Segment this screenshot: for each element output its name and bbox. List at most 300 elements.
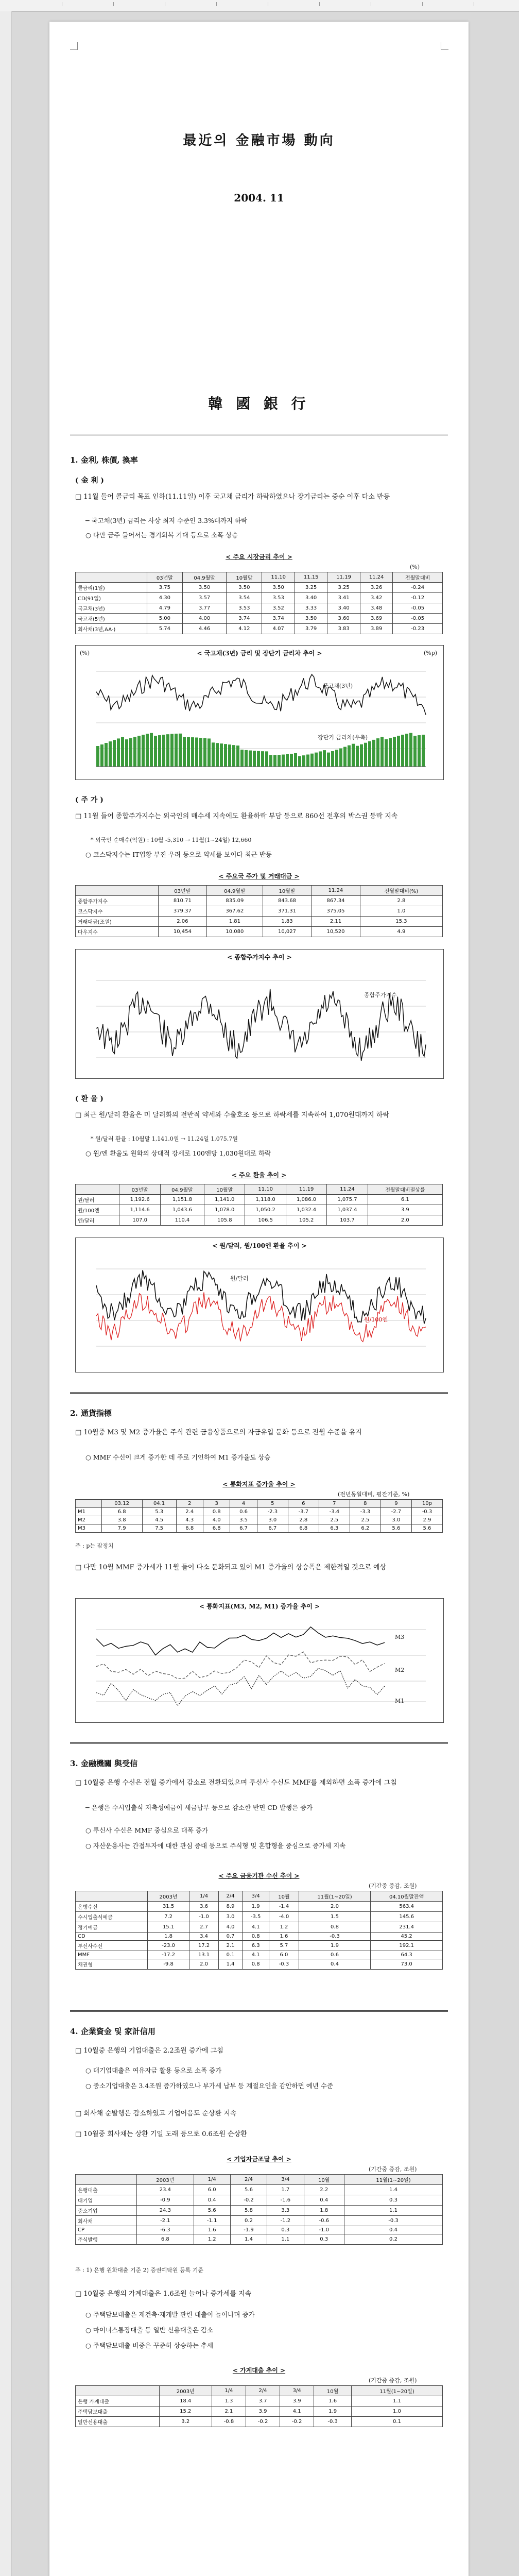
table-cell: 0.2 [230,2216,267,2226]
section-heading: 1. 金利, 株價, 換率 [70,455,138,465]
table-cell: 6.0 [269,1951,299,1959]
chart-bar [298,756,301,767]
table-cell: 3.74 [262,614,295,624]
table-cell: 10,454 [158,927,207,937]
table-cell: 1.8 [304,2206,344,2216]
paragraph: ○ 다만 금주 들어서는 경기회복 기대 등으로 소폭 상승 [85,531,238,539]
paragraph: □ 10월중 은행의 가계대출은 1.6조원 늘어나 증가세를 지속 [75,2290,252,2298]
table-cell: 2.7 [189,1922,218,1933]
chart-bar [240,750,244,767]
row-label: M2 [76,1516,102,1524]
table-cell: 1,043.6 [160,1205,204,1215]
table-cell: -1.1 [194,2216,230,2226]
table-cell: 5.6 [230,2185,267,2195]
table-cell: 1.7 [267,2185,304,2195]
table-cell: 3.74 [227,614,262,624]
table-cell: 5.00 [147,614,182,624]
chart-bar [228,744,231,767]
table-cell: 3.53 [262,593,295,603]
table-cell: 4.07 [262,624,295,634]
table-cell: 1.4 [344,2185,443,2195]
column-header: 11.10 [245,1184,286,1195]
crop-mark [70,42,78,50]
table [75,2174,443,2245]
table-cell: 0.1 [219,1951,243,1959]
chart-bar [129,738,132,767]
table-cell: 3.77 [183,603,227,614]
chart-bar [323,750,326,767]
table-cell: -1.6 [267,2195,304,2206]
chart-bar [422,735,425,767]
row-label: 회사채(3년,AA-) [76,624,147,634]
table-cell: 192.1 [371,1941,443,1951]
legend-label: 원/100엔 [364,1316,388,1323]
paragraph: ○ 코스닥지수는 IT업황 부진 우려 등으로 약세를 보이다 최근 반등 [85,851,272,858]
table-cell: 3.83 [327,624,360,634]
table-cell: 4.1 [280,2406,314,2417]
crop-mark [441,42,448,50]
table-cell: 3.2 [159,2417,212,2427]
paragraph: ─ 국고채(3년) 금리는 사상 최저 수준인 3.3%대까지 하락 [85,517,248,524]
column-header: 04.9월말 [207,886,263,896]
table-cell: 2.0 [189,1959,218,1970]
table-caption: < 주요 환율 추이 > [231,1172,287,1179]
table-cell: 0.3 [304,2234,344,2245]
table-header-row [76,1891,443,1902]
table-cell: 73.0 [371,1959,443,1970]
chart-bar [343,747,347,767]
paragraph: ○ 주택담보대출 비중은 꾸준히 상승하는 추세 [85,2342,214,2349]
chart-bar [105,743,108,767]
table-cell: 0.6 [299,1951,371,1959]
legend-label: M2 [395,1667,405,1673]
table-cell: 1.3 [212,2396,246,2406]
table-cell: 1.9 [314,2406,352,2417]
table-cell: -1.0 [304,2226,344,2234]
table-note: 주 : 1) 은행 원화대출 기준 2) 증권예탁원 등록 기준 [75,2267,204,2274]
table-cell: 1.1 [267,2234,304,2245]
table-cell: 15.2 [159,2406,212,2417]
column-header: 10월말 [227,572,262,583]
table-cell: 1,032.4 [286,1205,326,1215]
table-row [76,2226,443,2234]
table-caption: < 주요 시장금리 추이 > [226,553,292,561]
divider [70,1392,448,1394]
table-cell: 6.3 [319,1524,350,1533]
column-header: 11월(1~20일) [299,1891,371,1902]
table-cell: 2.1 [219,1941,243,1951]
chart-bar [175,734,178,767]
chart-bar [183,737,186,767]
column-header: 3 [203,1500,230,1508]
table-cell: 5.6 [380,1524,411,1533]
chart-bar [191,737,194,767]
table-cell: -3.5 [243,1912,269,1922]
table-row [76,583,443,593]
chart-bar [294,753,297,767]
table-cell: 3.89 [360,624,392,634]
table-cell: 0.8 [299,1922,371,1933]
table-cell: 3.41 [327,593,360,603]
table-cell: 10,027 [263,927,312,937]
horizontal-ruler [0,0,519,12]
chart-bar [224,744,227,767]
chart-bar [253,751,256,767]
table-cell: -0.05 [393,614,443,624]
table-cell: 6.3 [243,1941,269,1951]
table-unit: (기간중 증감, 조원) [369,1883,417,1889]
table-cell: 6.8 [203,1524,230,1533]
column-header: 03.12 [101,1500,142,1508]
legend-label: 장단기 금리차(우축) [318,734,368,741]
chart-plot [76,646,443,779]
column-header: 11.19 [286,1184,326,1195]
chart-bar [265,751,268,767]
table-cell: 105.8 [204,1215,245,1226]
chart-bar [385,739,388,767]
table-cell: -0.24 [393,583,443,593]
table-cell: 6.1 [368,1195,442,1205]
column-header: 03년말 [119,1184,160,1195]
column-header: 04.10월말잔액 [371,1891,443,1902]
line-chart [75,645,444,780]
table-cell: 1,050.2 [245,1205,286,1215]
table-cell: 1,141.0 [204,1195,245,1205]
table-row [76,603,443,614]
table-cell: 3.0 [257,1516,288,1524]
chart-bar [393,737,396,767]
table-cell: 0.6 [230,1508,257,1516]
table-cell: 3.50 [295,614,327,624]
table-cell: 835.09 [207,896,263,906]
table-unit: (기간중 증감, 조원) [369,2166,417,2173]
table-cell: 1,078.0 [204,1205,245,1215]
chart-bar [261,751,264,767]
table-cell: 4.46 [183,624,227,634]
table-cell: 3.40 [327,603,360,614]
table-cell: 0.4 [344,2226,443,2234]
chart-bar [109,741,112,767]
table-cell: -17.2 [148,1951,189,1959]
table-cell: 5.74 [147,624,182,634]
table-cell: 3.79 [295,624,327,634]
row-label: 채권형 [76,1959,148,1970]
chart-bar [249,751,252,767]
table-cell: 7.5 [142,1524,176,1533]
paragraph: □ 10월중 은행의 기업대출은 2.2조원 증가에 그침 [75,2047,223,2055]
chart-bar [216,743,219,767]
table-cell: 1.2 [194,2234,230,2245]
table-cell: 3.9 [246,2406,280,2417]
table-cell: 3.26 [360,583,392,593]
table-cell: 13.1 [189,1951,218,1959]
table-cell: 231.4 [371,1922,443,1933]
table-cell: 4.1 [243,1951,269,1959]
column-header: 3/4 [280,2386,314,2396]
column-header: 5 [257,1500,288,1508]
table-cell: 2.0 [299,1902,371,1912]
table-row [76,614,443,624]
table-cell: -0.23 [393,624,443,634]
column-header: 10월 [314,2386,352,2396]
table-cell: 1,118.0 [245,1195,286,1205]
column-header: 1/4 [212,2386,246,2396]
table-cell: 1,192.6 [119,1195,160,1205]
row-label: 주택담보대출 [76,2406,160,2417]
paragraph: □ 11월 들어 종합주가지수는 외국인의 매수세 지속에도 환율하락 부담 등으로 860선 전후의 박스권 등락 지속 [75,812,398,820]
table-row [76,2206,443,2216]
table-cell: 4.79 [147,603,182,614]
column-header: 7 [319,1500,350,1508]
table-cell: 1.1 [352,2396,443,2406]
table-cell: -0.9 [137,2195,194,2206]
chart-bar [117,738,120,767]
row-label: 은행수신 [76,1902,148,1912]
table-cell: 1,075.7 [327,1195,368,1205]
table-cell: 0.8 [243,1933,269,1941]
table-cell: -4.0 [269,1912,299,1922]
table-row [76,2406,443,2417]
table-cell: -3.3 [350,1508,380,1516]
table-cell: 3.52 [262,603,295,614]
chart-title: < 원/달러, 원/100엔 환율 추이 > [212,1242,307,1249]
table-cell: 0.3 [267,2226,304,2234]
row-label: CD(91일) [76,593,147,603]
table-cell: 0.8 [203,1508,230,1516]
table-cell: 3.0 [219,1912,243,1922]
column-header: 6 [288,1500,319,1508]
section-heading: 2. 通貨指標 [70,1409,112,1418]
chart-bar [113,740,116,767]
table-cell: 3.0 [380,1516,411,1524]
table-cell: 0.2 [344,2234,443,2245]
table-cell: -9.8 [148,1959,189,1970]
paragraph: ○ 대기업대출은 여유자금 활용 등으로 소폭 증가 [85,2066,222,2074]
table-row [76,917,443,927]
table-cell: 3.25 [295,583,327,593]
table-row [76,624,443,634]
table-cell: -2.1 [137,2216,194,2226]
row-label: 은행 가계대출 [76,2396,160,2406]
table-row [76,1215,443,1226]
table-cell: -0.3 [411,1508,442,1516]
table-cell: 7.2 [148,1912,189,1922]
table-cell: 4.9 [360,927,442,937]
table-caption: < 주요국 주가 및 거래대금 > [218,873,300,880]
table-row [76,2396,443,2406]
table-cell: 4.5 [142,1516,176,1524]
table-row [76,1933,443,1941]
table-row [76,1902,443,1912]
table-cell: 3.54 [227,593,262,603]
table-cell: 867.34 [312,896,360,906]
row-label: 코스닥지수 [76,906,159,917]
divider [70,1742,448,1744]
table-cell: 105.2 [286,1215,326,1226]
chart-bar [187,737,190,767]
table-row [76,2185,443,2195]
row-label: MMF [76,1951,148,1959]
table-header-row [76,886,443,896]
table-row [76,1516,443,1524]
paragraph: ○ 중소기업대출은 3.4조원 증가하였으나 부가세 납부 등 계절요인을 감안하면 예년 수준 [85,2082,334,2090]
table-cell: 3.8 [101,1516,142,1524]
column-header: 04.9월말 [160,1184,204,1195]
row-label: M1 [76,1508,102,1516]
table-cell: 18.4 [159,2396,212,2406]
table-row [76,1195,443,1205]
chart-bar [125,739,128,767]
chart-bar [133,737,136,767]
table-cell: 3.9 [368,1205,442,1215]
row-label: 대기업 [76,2195,137,2206]
chart-bar [162,735,165,767]
legend-label: M1 [395,1698,405,1704]
cover-title: 最近의 金融市場 動向 [183,133,335,148]
table-cell: -0.2 [230,2195,267,2206]
chart-bar [335,750,338,767]
paragraph: □ 10월중 M3 및 M2 증가율은 주식 관련 금융상품으로의 자금유입 둔화 등으로 전월 수준을 유지 [75,1429,362,1436]
table-cell: 17.2 [189,1941,218,1951]
table-cell: 379.37 [158,906,207,917]
column-header [76,886,159,896]
column-header [76,1184,119,1195]
row-label: 종합주가지수 [76,896,159,906]
table-cell: 10,080 [207,927,263,937]
paragraph: □ 회사채 순발행은 감소하였고 기업어음도 순상환 지속 [75,2110,237,2117]
row-label: 국고채(3년) [76,603,147,614]
table-cell: 4.1 [243,1922,269,1933]
paragraph: ○ 마이너스통장대출 등 일반 신용대출은 감소 [85,2326,214,2334]
table-cell: 3.9 [280,2396,314,2406]
table-cell: -6.3 [137,2226,194,2234]
section-heading: 3. 金融機關 與受信 [70,1759,138,1768]
paragraph: ─ 은행은 수시입출식 저축성예금이 세금납부 등으로 감소한 반면 CD 발행은 증가 [85,1804,313,1811]
table-cell: 15.1 [148,1922,189,1933]
table-row [76,1941,443,1951]
table-cell: -0.6 [304,2216,344,2226]
chart-bar [364,743,367,767]
table-cell: 375.05 [312,906,360,917]
table-cell: 1.8 [148,1933,189,1941]
chart-bar [150,733,153,767]
chart-title: < 종합주가지수 추이 > [227,954,292,961]
column-header: 10월 [269,1891,299,1902]
line-chart [75,949,444,1079]
table-cell: -0.05 [393,603,443,614]
table-unit: (기간중 증감, 조원) [369,2377,417,2384]
table-header-row [76,1500,443,1508]
chart-bar [100,744,103,767]
row-label: 주식발행 [76,2234,137,2245]
row-label: 원/100엔 [76,1205,119,1215]
cover-date: 2004. 11 [234,192,284,204]
column-header [76,2175,137,2185]
column-header: 10월말 [204,1184,245,1195]
paragraph: □ 10월중 회사채는 상환 기일 도래 등으로 0.6조원 순상환 [75,2130,247,2138]
table-cell: -2.7 [380,1508,411,1516]
row-label: 수시입출식예금 [76,1912,148,1922]
subsection-label: ( 주 가 ) [75,796,103,804]
table-cell: 371.31 [263,906,312,917]
chart-bar [319,751,322,767]
chart-bar [146,734,149,767]
table-cell: 2.5 [319,1516,350,1524]
table-cell: 0.4 [194,2195,230,2206]
column-header: 3/4 [243,1891,269,1902]
column-header: 10p [411,1500,442,1508]
paragraph: □ 다만 10월 MMF 증가세가 11월 들어 다소 둔화되고 있어 M1 증가율의 상승폭은 제한적일 것으로 예상 [75,1564,387,1571]
column-header: 1/4 [189,1891,218,1902]
column-header: 11월(1~20일) [344,2175,443,2185]
table-cell: 1.0 [352,2406,443,2417]
paragraph: ○ 원/엔 환율도 원화의 상대적 강세로 100엔당 1,030원대로 하락 [85,1149,271,1157]
table-cell: 3.5 [230,1516,257,1524]
table-cell: -1.2 [267,2216,304,2226]
cover-organization: 韓 國 銀 行 [208,395,310,412]
table-cell: 5.3 [142,1508,176,1516]
column-header: 11월(1~20일) [352,2386,443,2396]
chart-bar [331,751,334,767]
column-header: 2 [176,1500,203,1508]
chart-plot [76,950,443,1078]
table-cell: 4.00 [183,614,227,624]
chart-bar [327,753,330,767]
table-cell: 3.48 [360,603,392,614]
chart-bar [142,735,145,767]
table-cell: 2.1 [212,2406,246,2417]
table-cell: -0.12 [393,593,443,603]
table-cell: 0.3 [344,2195,443,2206]
table-cell: 4.12 [227,624,262,634]
table-cell: 3.60 [327,614,360,624]
chart-bar [232,745,235,767]
row-label: CP [76,2226,137,2234]
table-header-row [76,2175,443,2185]
table-cell: 145.6 [371,1912,443,1922]
table-cell: 3.40 [295,593,327,603]
table-cell: 3.3 [267,2206,304,2216]
table-cell: 3.42 [360,593,392,603]
column-header: 2/4 [230,2175,267,2185]
table-cell: -0.3 [344,2216,443,2226]
table [75,2385,443,2427]
table-cell: 64.3 [371,1951,443,1959]
table-cell: 3.4 [189,1933,218,1941]
legend-label: 종합주가지수 [364,992,397,998]
table-cell: 1.81 [207,917,263,927]
table-cell: 1,037.4 [327,1205,368,1215]
table-cell: -1.4 [269,1902,299,1912]
table-note: 주 : p는 잠정치 [75,1543,114,1549]
table-cell: 2.8 [360,896,442,906]
table [75,885,443,937]
footnote: * 원/달러 환율 : 10월말 1,141.0원 → 11.24일 1,075.7원 [91,1136,238,1142]
row-label: 콜금리(1일) [76,583,147,593]
chart-bar [220,743,223,767]
table-cell: 1.2 [269,1922,299,1933]
column-header: 03년말 [147,572,182,583]
table-cell: -3.4 [319,1508,350,1516]
table-unit: (%) [410,564,420,570]
table-cell: 15.3 [360,917,442,927]
table-row [76,2195,443,2206]
table-cell: 3.50 [227,583,262,593]
table-cell: 810.71 [158,896,207,906]
table-cell: -3.7 [288,1508,319,1516]
chart-bar [339,748,342,767]
table-cell: 1.9 [299,1941,371,1951]
